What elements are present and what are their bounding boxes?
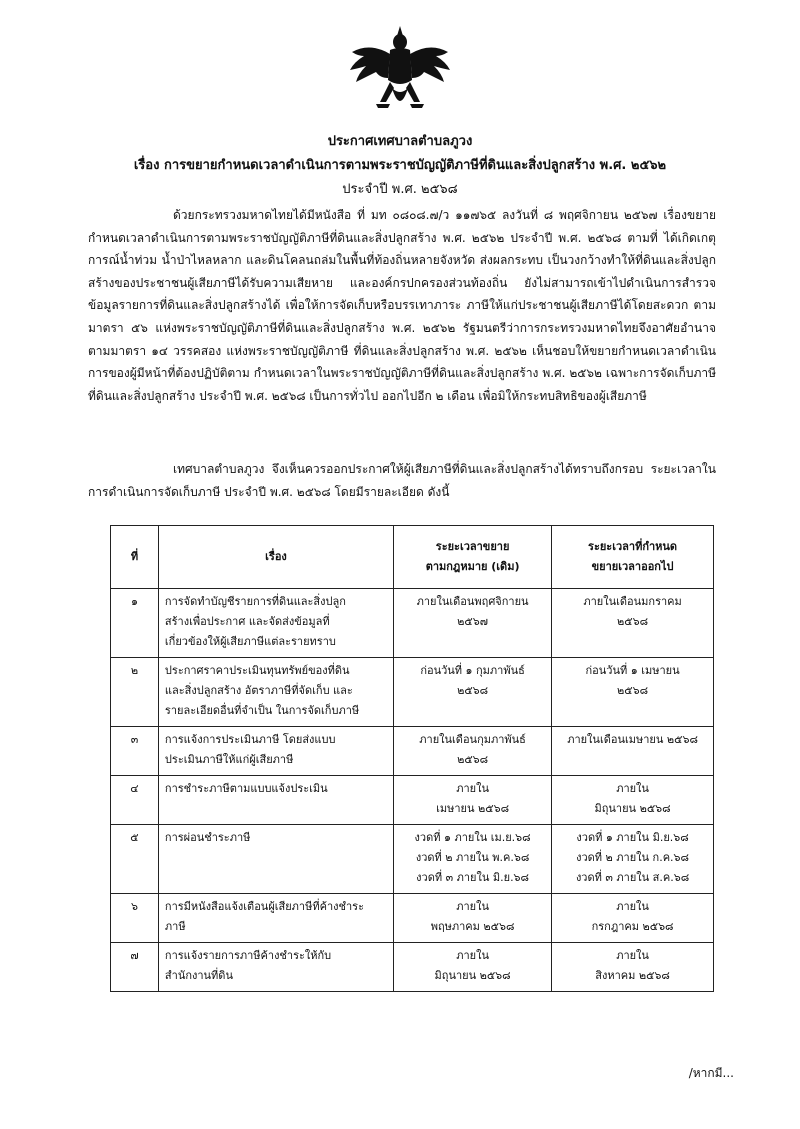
paragraph-line: เทศบาลตำบลภูวง จึงเห็นควรออกประกาศให้ผู้เสียภาษีที่ดินและสิ่งปลูกสร้างได้ทราบถึงกรอบ [173,462,644,476]
header-new-deadline: ระยะเวลาที่กำหนด ขยายเวลาออกไป [552,526,714,589]
table-header-row [111,526,714,589]
table-row [111,727,714,776]
row-subject: ประกาศราคาประเมินทุนทรัพย์ของที่ดิน และสิ่งปลูกสร้าง อัตราภาษีที่จัดเก็บ และ รายละเอียดอื่นที่จำเป็น ในการจัดเก็บภาษี [158,658,393,727]
row-old-deadline: งวดที่ ๑ ภายใน เม.ย.๖๘ งวดที่ ๒ ภายใน พ.ค.๖๘ งวดที่ ๓ ภายใน มิ.ย.๖๘ [394,825,552,894]
paragraph-line: พ.ศ. ๒๕๖๒ รัฐมนตรีว่าการกระทรวงมหาดไทยจึงอาศัยอำนาจตามมาตรา ๑๔ วรรคสอง แห่งพระราชบัญญัติภาษี [88,320,716,358]
body-paragraph-1 [88,204,716,407]
table-row [111,658,714,727]
paragraph-line: ยังไม่สามารถเข้าไปดำเนินการสำรวจข้อมูลรายการที่ดินและสิ่งปลูกสร้างได้ เพื่อให้การจัดเก็บหรือบรรเทาภาระ [88,275,716,313]
row-subject: การจัดทำบัญชีรายการที่ดินและสิ่งปลูก สร้างเพื่อประกาศ และจัดส่งข้อมูลที่ เกี่ยวข้องให้ผู้เสียภาษีแต่ละรายทราบ [158,589,393,658]
row-new-deadline: ภายใน มิถุนายน ๒๕๖๘ [552,776,714,825]
paragraph-line: เป็นวงกว้างทำให้ที่ดินและสิ่งปลูกสร้างของประชาชนผู้เสียภาษีได้รับความเสียหาย และองค์กรปกครองส่วนท้องถิ่น [88,253,716,290]
paragraph-line: เรื่องขยายกำหนดเวลาดำเนินการตามพระราชบัญญัติภาษีที่ดินและสิ่งปลูกสร้าง พ.ศ. ๒๕๖๒ ประจำปี พ.ศ. ๒๕๖๘ [88,208,716,245]
header-subject: เรื่อง [158,526,393,589]
schedule-table [110,525,714,992]
row-new-deadline: ภายใน สิงหาคม ๒๕๖๘ [552,943,714,992]
row-subject: การชำระภาษีตามแบบแจ้งประเมิน [158,776,393,825]
row-new-deadline: ก่อนวันที่ ๑ เมษายน ๒๕๖๘ [552,658,714,727]
paragraph-line: ตามที่ ได้เกิดเกตุการณ์น้ำท่วม น้ำป่าไหลหลาก และดินโคลนถล่มในพื้นที่ท้องถิ่นหลายจังหวัด ส่งผลกระทบ [88,230,716,268]
table-row [111,825,714,894]
paragraph-line: ระยะเวลาในการดำเนินการจัดเก็บภาษี ประจำปี พ.ศ. ๒๕๖๘ โดยมีรายละเอียด ดังนี้ [88,462,716,499]
row-number: ๒ [111,658,159,727]
row-old-deadline: ภายในเดือนพฤศจิกายน ๒๕๖๗ [394,589,552,658]
body-paragraph-2 [88,458,716,503]
paragraph-line: ประจำปี พ.ศ. ๒๕๖๘ เป็นการทั่วไป ออกไปอีก ๒ เดือน เพื่อมิให้กระทบสิทธิของผู้เสียภาษี [199,388,647,403]
header-no: ที่ [111,526,159,589]
table-row [111,589,714,658]
paragraph-line: กำหนดเวลาในพระราชบัญญัติภาษีที่ดินและสิ่งปลูกสร้าง พ.ศ. ๒๕๖๒ เฉพาะการจัดเก็บภาษีที่ดินและสิ่งปลูกสร้าง [88,366,716,403]
row-new-deadline: ภายใน กรกฎาคม ๒๕๖๘ [552,894,714,943]
paragraph-line: ภาษีให้แก่ประชาชนผู้เสียภาษีได้โดยสะดวก ตามมาตรา ๕๖ แห่งพระราชบัญญัติภาษีที่ดินและสิ่งปลูกสร้าง [88,298,716,335]
row-subject: การผ่อนชำระภาษี [158,825,393,894]
row-old-deadline: ก่อนวันที่ ๑ กุมภาพันธ์ ๒๕๖๘ [394,658,552,727]
table-row [111,894,714,943]
header-old-deadline: ระยะเวลาขยาย ตามกฎหมาย (เดิม) [394,526,552,589]
garuda-emblem-icon [340,22,460,122]
table-row [111,776,714,825]
row-old-deadline: ภายในเดือนกุมภาพันธ์ ๒๕๖๘ [394,727,552,776]
row-number: ๔ [111,776,159,825]
table-row [111,943,714,992]
row-new-deadline: ภายในเดือนเมษายน ๒๕๖๘ [552,727,714,776]
row-number: ๕ [111,825,159,894]
row-number: ๖ [111,894,159,943]
announcement-year: ประจำปี พ.ศ. ๒๕๖๘ [342,182,458,197]
row-old-deadline: ภายใน เมษายน ๒๕๖๘ [394,776,552,825]
row-number: ๗ [111,943,159,992]
row-old-deadline: ภายใน พฤษภาคม ๒๕๖๘ [394,894,552,943]
row-number: ๓ [111,727,159,776]
continuation-note: /หากมี... [688,1066,734,1080]
row-new-deadline: ภายในเดือนมกราคม ๒๕๖๘ [552,589,714,658]
row-subject: การแจ้งการประเมินภาษี โดยส่งแบบ ประเมินภาษีให้แก่ผู้เสียภาษี [158,727,393,776]
row-subject: การมีหนังสือแจ้งเตือนผู้เสียภาษีที่ค้างชำระ ภาษี [158,894,393,943]
announcement-subject: เรื่อง การขยายกำหนดเวลาดำเนินการตามพระราชบัญญัติภาษีที่ดินและสิ่งปลูกสร้าง พ.ศ. ๒๕๖๒ [133,158,667,173]
paragraph-line: ด้วยกระทรวงมหาดไทยได้มีหนังสือ ที่ มท ๐๘๐๘.๗/ว ๑๑๗๖๕ ลงวันที่ ๘ พฤศจิกายน ๒๕๖๗ [173,208,658,222]
announcement-title: ประกาศเทศบาลตำบลภูวง [327,134,473,149]
row-new-deadline: งวดที่ ๑ ภายใน มิ.ย.๖๘ งวดที่ ๒ ภายใน ก.ค.๖๘ งวดที่ ๓ ภายใน ส.ค.๖๘ [552,825,714,894]
row-old-deadline: ภายใน มิถุนายน ๒๕๖๘ [394,943,552,992]
paragraph-line: ที่ดินและสิ่งปลูกสร้าง พ.ศ. ๒๕๖๒ เห็นชอบให้ขยายกำหนดเวลาดำเนินการของผู้มีหน้าที่ต้องปฏิบัติตาม [88,343,716,381]
row-subject: การแจ้งรายการภาษีค้างชำระให้กับ สำนักงานที่ดิน [158,943,393,992]
row-number: ๑ [111,589,159,658]
